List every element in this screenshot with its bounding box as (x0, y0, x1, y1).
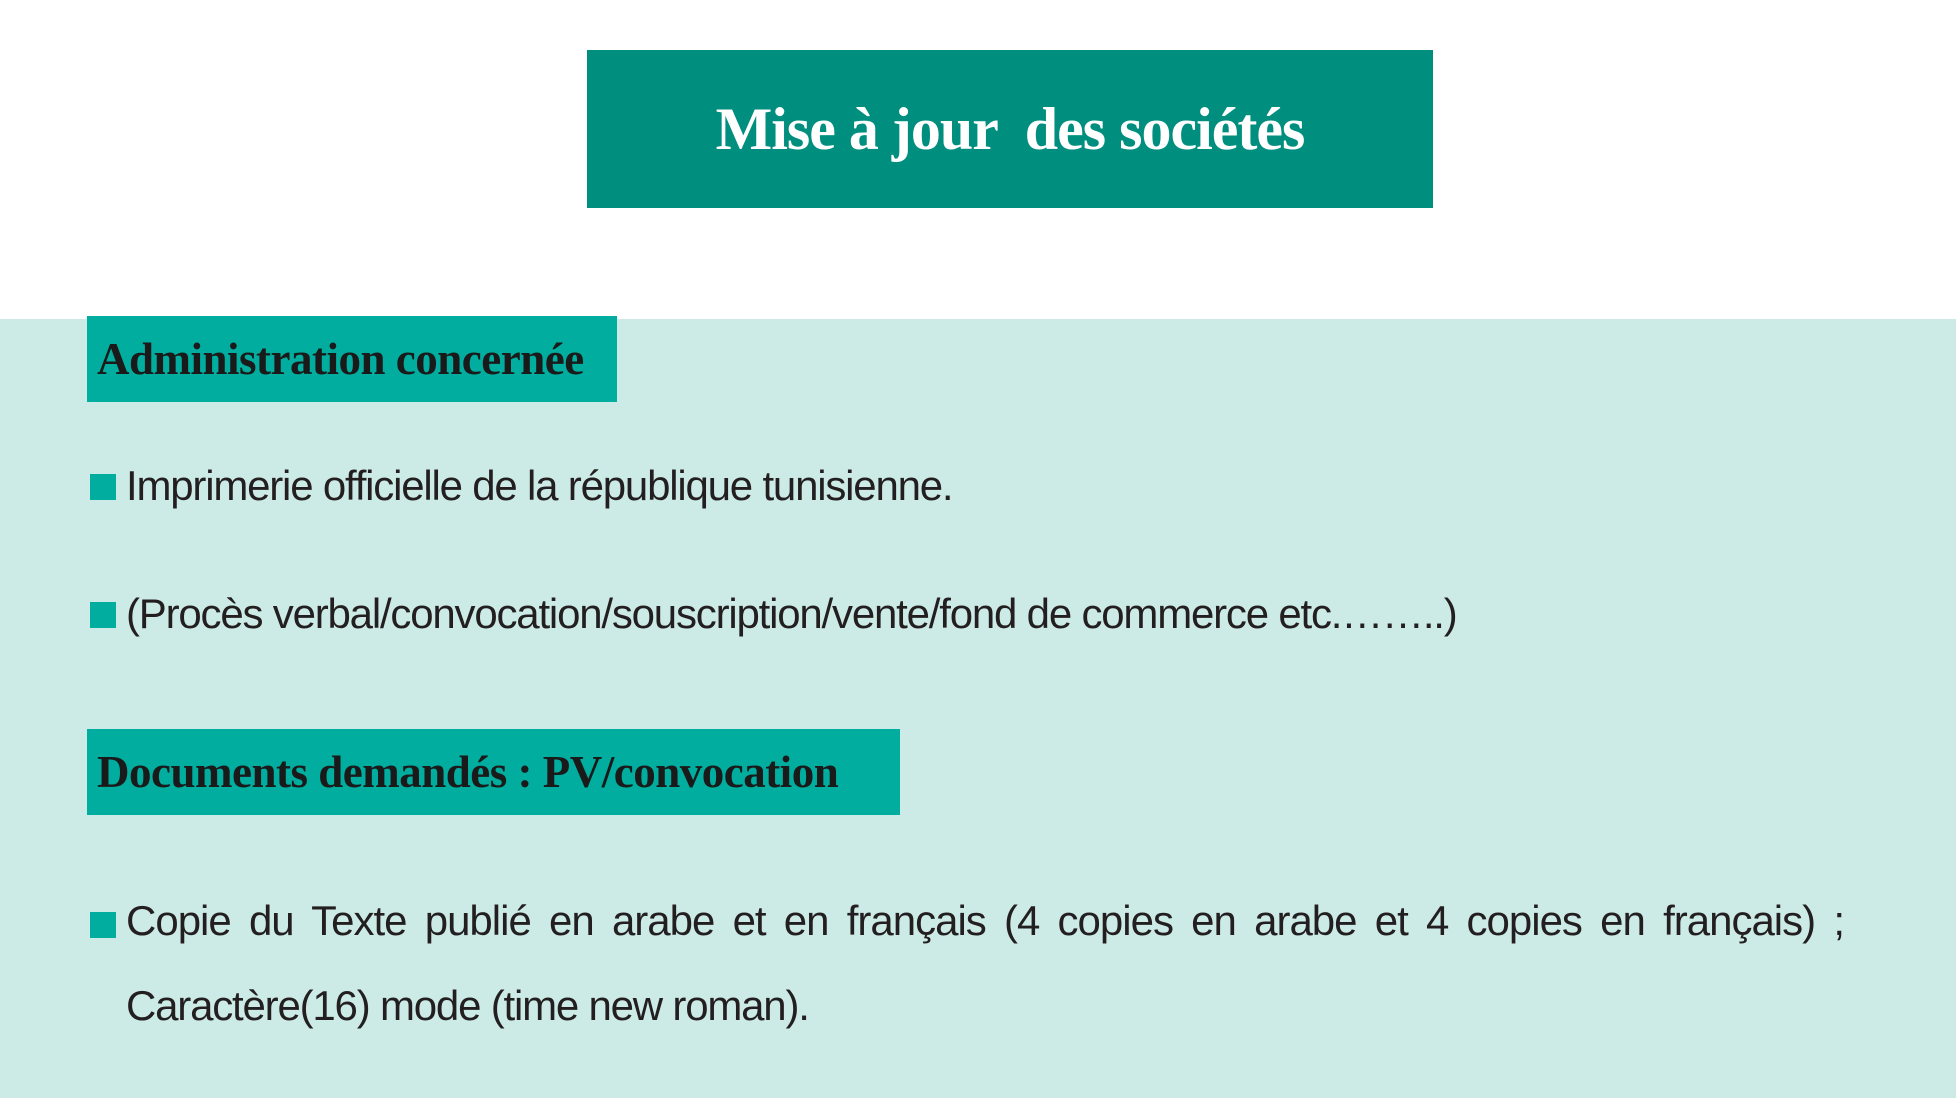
section-header-documents (87, 729, 900, 815)
list-item-text-line1: Copie du Texte publié en arabe et en français (4 copies en arabe et 4 copies en français) ; (126, 897, 1844, 944)
title-banner (587, 50, 1433, 208)
list-item (90, 462, 1836, 512)
section-header-label: Documents demandés : PV/convocation (97, 747, 839, 797)
bullet-square-icon (90, 474, 116, 500)
bullet-square-icon (90, 602, 116, 628)
list-item-text: Imprimerie officielle de la république tunisienne. (126, 462, 953, 509)
top-area (0, 0, 1956, 319)
list-item-text: (Procès verbal/convocation/souscription/vente/fond de commerce etc.……..) (126, 590, 1457, 637)
list-item (90, 897, 1844, 1037)
list-item-text-line2: Caractère(16) mode (time new roman). (126, 982, 809, 1029)
bullet-square-icon (90, 912, 116, 938)
section-header-label: Administration concernée (97, 334, 584, 384)
list-item (90, 590, 1836, 640)
section-header-administration (87, 316, 617, 402)
page-title: Mise à jour des sociétés (715, 95, 1305, 162)
